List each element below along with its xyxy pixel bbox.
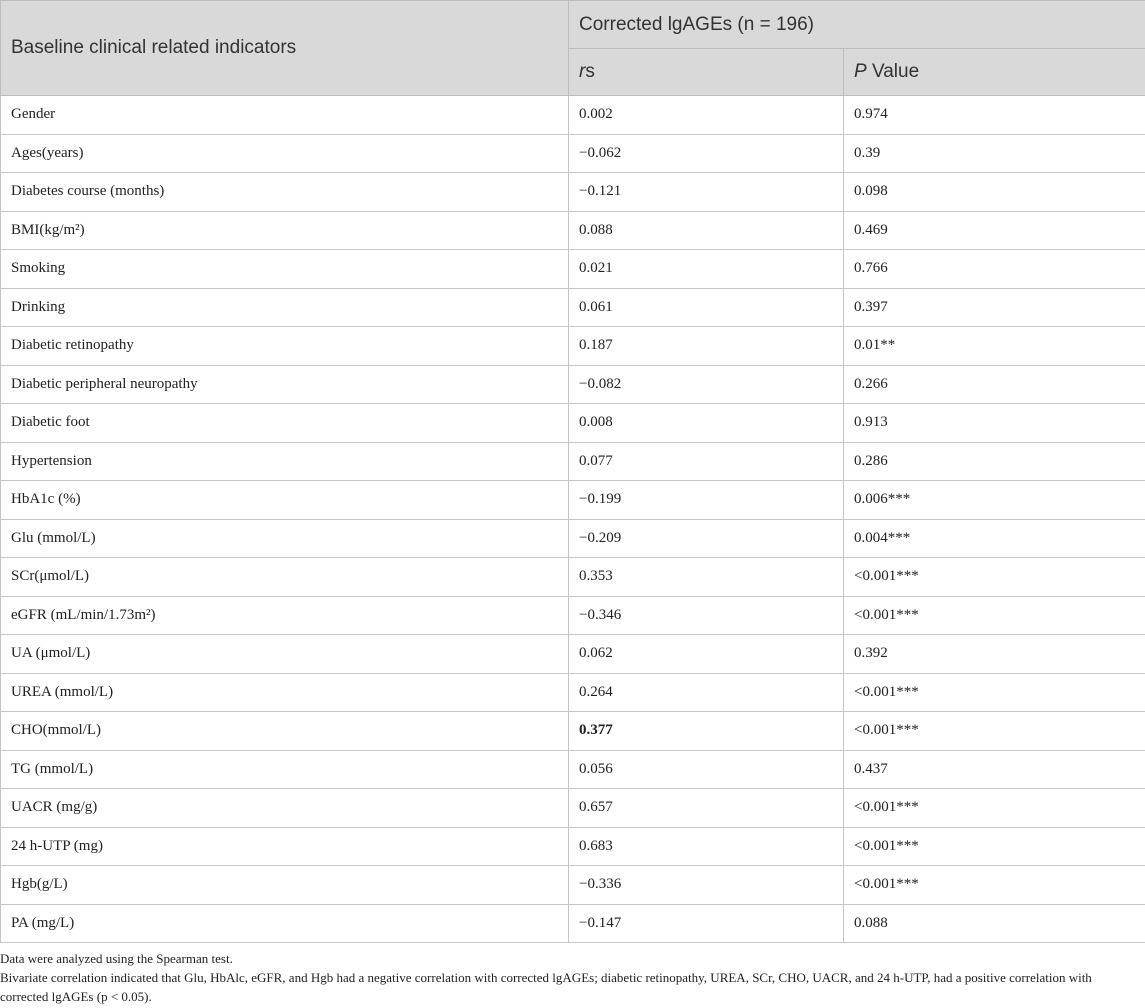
rs-header-italic: r (579, 61, 586, 82)
table-header (1, 1, 1145, 96)
table-row (1, 827, 1145, 866)
rs-cell: −0.209 (569, 519, 844, 558)
rs-cell: 0.683 (569, 827, 844, 866)
p-value-cell: 0.01** (844, 327, 1145, 366)
p-value-cell: 0.286 (844, 442, 1145, 481)
p-value-cell: <0.001*** (844, 712, 1145, 751)
table-row (1, 481, 1145, 520)
indicator-cell: Hgb(g/L) (1, 866, 569, 905)
indicator-cell: Smoking (1, 250, 569, 289)
table-row (1, 173, 1145, 212)
p-value-cell: <0.001*** (844, 789, 1145, 828)
p-value-cell: <0.001*** (844, 558, 1145, 597)
rs-cell: 0.377 (569, 712, 844, 751)
rs-cell: −0.346 (569, 596, 844, 635)
indicator-cell: UACR (mg/g) (1, 789, 569, 828)
group-column-header: Corrected lgAGEs (n = 196) (569, 1, 1145, 49)
table-body (1, 96, 1145, 943)
table-row (1, 789, 1145, 828)
rs-cell: 0.021 (569, 250, 844, 289)
p-value-cell: 0.913 (844, 404, 1145, 443)
table-row (1, 365, 1145, 404)
indicator-cell: SCr(μmol/L) (1, 558, 569, 597)
rs-cell: −0.336 (569, 866, 844, 905)
p-value-cell: <0.001*** (844, 596, 1145, 635)
table-row (1, 96, 1145, 135)
p-value-cell: 0.469 (844, 211, 1145, 250)
rs-cell: 0.187 (569, 327, 844, 366)
rs-cell: 0.088 (569, 211, 844, 250)
p-header-rest: Value (866, 61, 920, 82)
indicator-cell: eGFR (mL/min/1.73m²) (1, 596, 569, 635)
p-value-cell: 0.006*** (844, 481, 1145, 520)
rs-cell: 0.002 (569, 96, 844, 135)
table-row (1, 327, 1145, 366)
p-value-cell: 0.266 (844, 365, 1145, 404)
indicator-cell: Diabetes course (months) (1, 173, 569, 212)
table-row (1, 442, 1145, 481)
indicator-cell: PA (mg/L) (1, 904, 569, 943)
p-value-cell: 0.088 (844, 904, 1145, 943)
indicator-cell: UREA (mmol/L) (1, 673, 569, 712)
rs-column-header (569, 49, 844, 96)
indicator-column-header: Baseline clinical related indicators (1, 1, 569, 96)
rs-cell: −0.199 (569, 481, 844, 520)
indicator-cell: Glu (mmol/L) (1, 519, 569, 558)
p-value-cell: 0.39 (844, 134, 1145, 173)
table-row (1, 866, 1145, 905)
rs-cell: 0.264 (569, 673, 844, 712)
p-value-cell: <0.001*** (844, 673, 1145, 712)
indicator-cell: UA (μmol/L) (1, 635, 569, 674)
p-value-cell: <0.001*** (844, 827, 1145, 866)
rs-cell: −0.147 (569, 904, 844, 943)
footnote-method: Data were analyzed using the Spearman test. (0, 951, 233, 966)
table-row (1, 250, 1145, 289)
p-value-cell: 0.766 (844, 250, 1145, 289)
table-row (1, 134, 1145, 173)
table-row (1, 404, 1145, 443)
p-value-cell: 0.397 (844, 288, 1145, 327)
rs-cell: −0.121 (569, 173, 844, 212)
rs-cell: 0.061 (569, 288, 844, 327)
p-value-column-header (844, 49, 1145, 96)
table-row (1, 596, 1145, 635)
rs-cell: 0.056 (569, 750, 844, 789)
indicator-cell: Gender (1, 96, 569, 135)
indicator-cell: HbA1c (%) (1, 481, 569, 520)
indicator-cell: Drinking (1, 288, 569, 327)
rs-cell: 0.077 (569, 442, 844, 481)
table-row (1, 558, 1145, 597)
indicator-cell: Hypertension (1, 442, 569, 481)
table-row (1, 635, 1145, 674)
p-header-italic: P (854, 61, 867, 82)
p-value-cell: 0.098 (844, 173, 1145, 212)
indicator-cell: CHO(mmol/L) (1, 712, 569, 751)
table-row (1, 673, 1145, 712)
indicator-cell: BMI(kg/m²) (1, 211, 569, 250)
p-value-cell: 0.004*** (844, 519, 1145, 558)
p-value-cell: 0.974 (844, 96, 1145, 135)
rs-cell: 0.008 (569, 404, 844, 443)
footnote-summary: Bivariate correlation indicated that Glu, HbAlc, eGFR, and Hgb had a negative correlation with corrected lgAGEs; diabetic retinopathy, UREA, SCr, CHO, UACR, and 24 h-UTP, had a positive correlation with corrected lgAGEs (p < 0.05). (0, 970, 1092, 1004)
p-value-cell: 0.437 (844, 750, 1145, 789)
table-footnotes (0, 949, 1140, 1006)
indicator-cell: Diabetic foot (1, 404, 569, 443)
p-value-cell: 0.392 (844, 635, 1145, 674)
rs-cell: 0.353 (569, 558, 844, 597)
rs-cell: −0.082 (569, 365, 844, 404)
indicator-cell: Ages(years) (1, 134, 569, 173)
rs-header-rest: s (585, 61, 595, 82)
rs-cell: −0.062 (569, 134, 844, 173)
table-row (1, 288, 1145, 327)
indicator-cell: TG (mmol/L) (1, 750, 569, 789)
indicator-cell: Diabetic retinopathy (1, 327, 569, 366)
table-row (1, 904, 1145, 943)
table-row (1, 211, 1145, 250)
table-row (1, 712, 1145, 751)
indicator-cell: 24 h-UTP (mg) (1, 827, 569, 866)
table-row (1, 519, 1145, 558)
rs-cell: 0.062 (569, 635, 844, 674)
p-value-cell: <0.001*** (844, 866, 1145, 905)
table-row (1, 750, 1145, 789)
rs-cell: 0.657 (569, 789, 844, 828)
indicator-cell: Diabetic peripheral neuropathy (1, 365, 569, 404)
